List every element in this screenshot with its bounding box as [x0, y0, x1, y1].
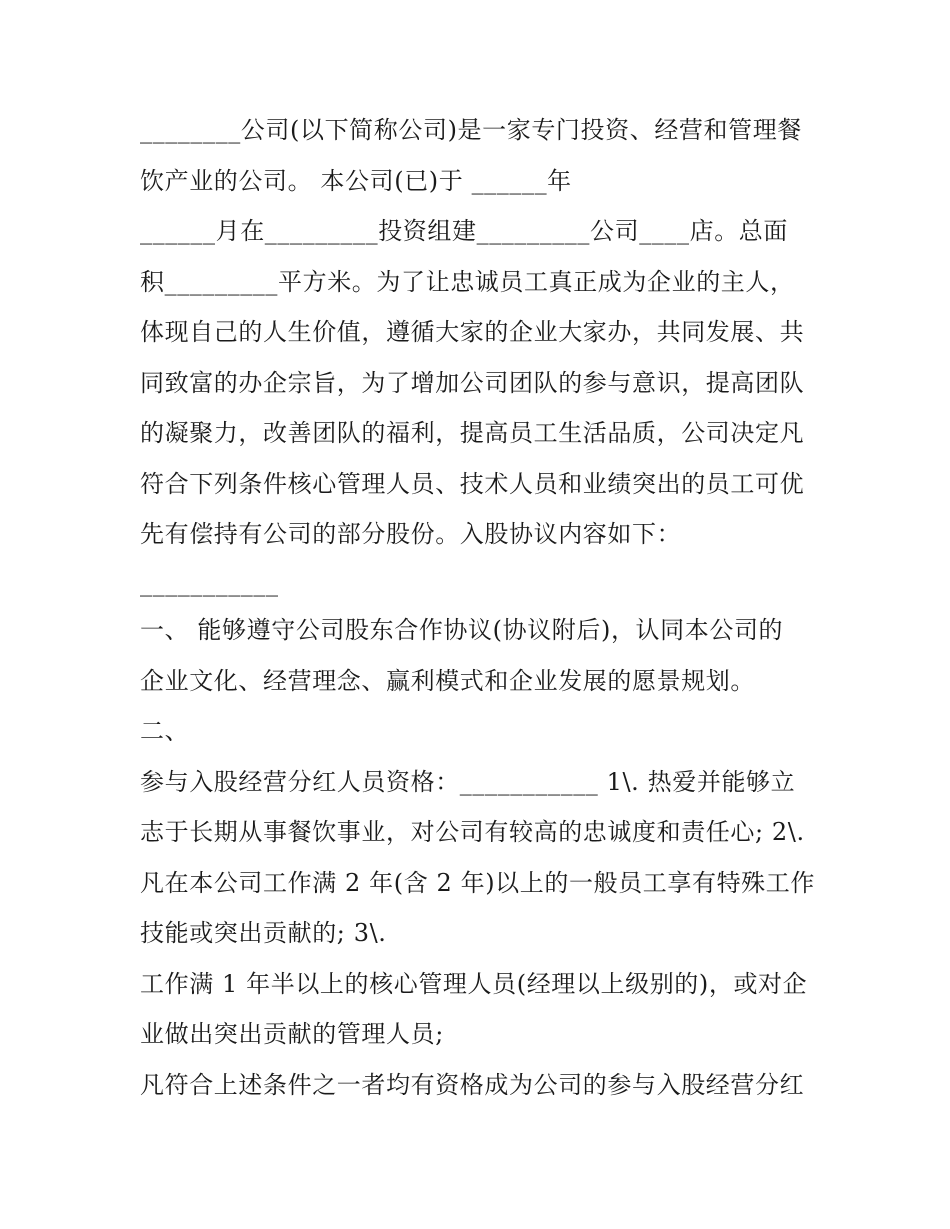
text-line: 志于长期从事餐饮事业，对公司有较高的忠诚度和责任心; 2\.	[140, 818, 805, 846]
text-line: 凡符合上述条件之一者均有资格成为公司的参与入股经营分红	[140, 1071, 805, 1099]
text-line: 积_________平方米。为了让忠诚员工真正成为企业的主人，	[140, 268, 795, 296]
text-line: ________公司(以下简称公司)是一家专门投资、经营和管理餐	[140, 116, 802, 144]
text-line: 一、 能够遵守公司股东合作协议(协议附后)，认同本公司的	[140, 616, 784, 644]
text-line: 技能或突出贡献的; 3\.	[140, 919, 387, 947]
text-line: 业做出突出贡献的管理人员;	[140, 1020, 444, 1048]
text-line: ______月在_________投资组建_________公司____店。总面	[140, 217, 788, 245]
text-line: 同致富的办企宗旨，为了增加公司团队的参与意识，提高团队	[140, 369, 805, 397]
text-line: 饮产业的公司。 本公司(已)于 ______年	[140, 167, 572, 195]
text-line: 的凝聚力，改善团队的福利，提高员工生活品质，公司决定凡	[140, 419, 805, 447]
text-line: 凡在本公司工作满 2 年(含 2 年)以上的一般员工享有特殊工作	[140, 869, 815, 897]
text-line: 先有偿持有公司的部分股份。入股协议内容如下：	[140, 520, 682, 548]
text-line: 体现自己的人生价值，遵循大家的企业大家办，共同发展、共	[140, 318, 805, 346]
text-line: 符合下列条件核心管理人员、技术人员和业绩突出的员工可优	[140, 470, 805, 498]
separator-line: ___________	[140, 569, 279, 597]
text-line: 参与入股经营分红人员资格：___________ 1\. 热爱并能够立	[140, 768, 796, 796]
text-line: 企业文化、经营理念、赢利模式和企业发展的愿景规划。	[140, 667, 755, 695]
section-heading: 二、	[140, 717, 190, 745]
text-line: 工作满 1 年半以上的核心管理人员(经理以上级别的)，或对企	[140, 970, 808, 998]
